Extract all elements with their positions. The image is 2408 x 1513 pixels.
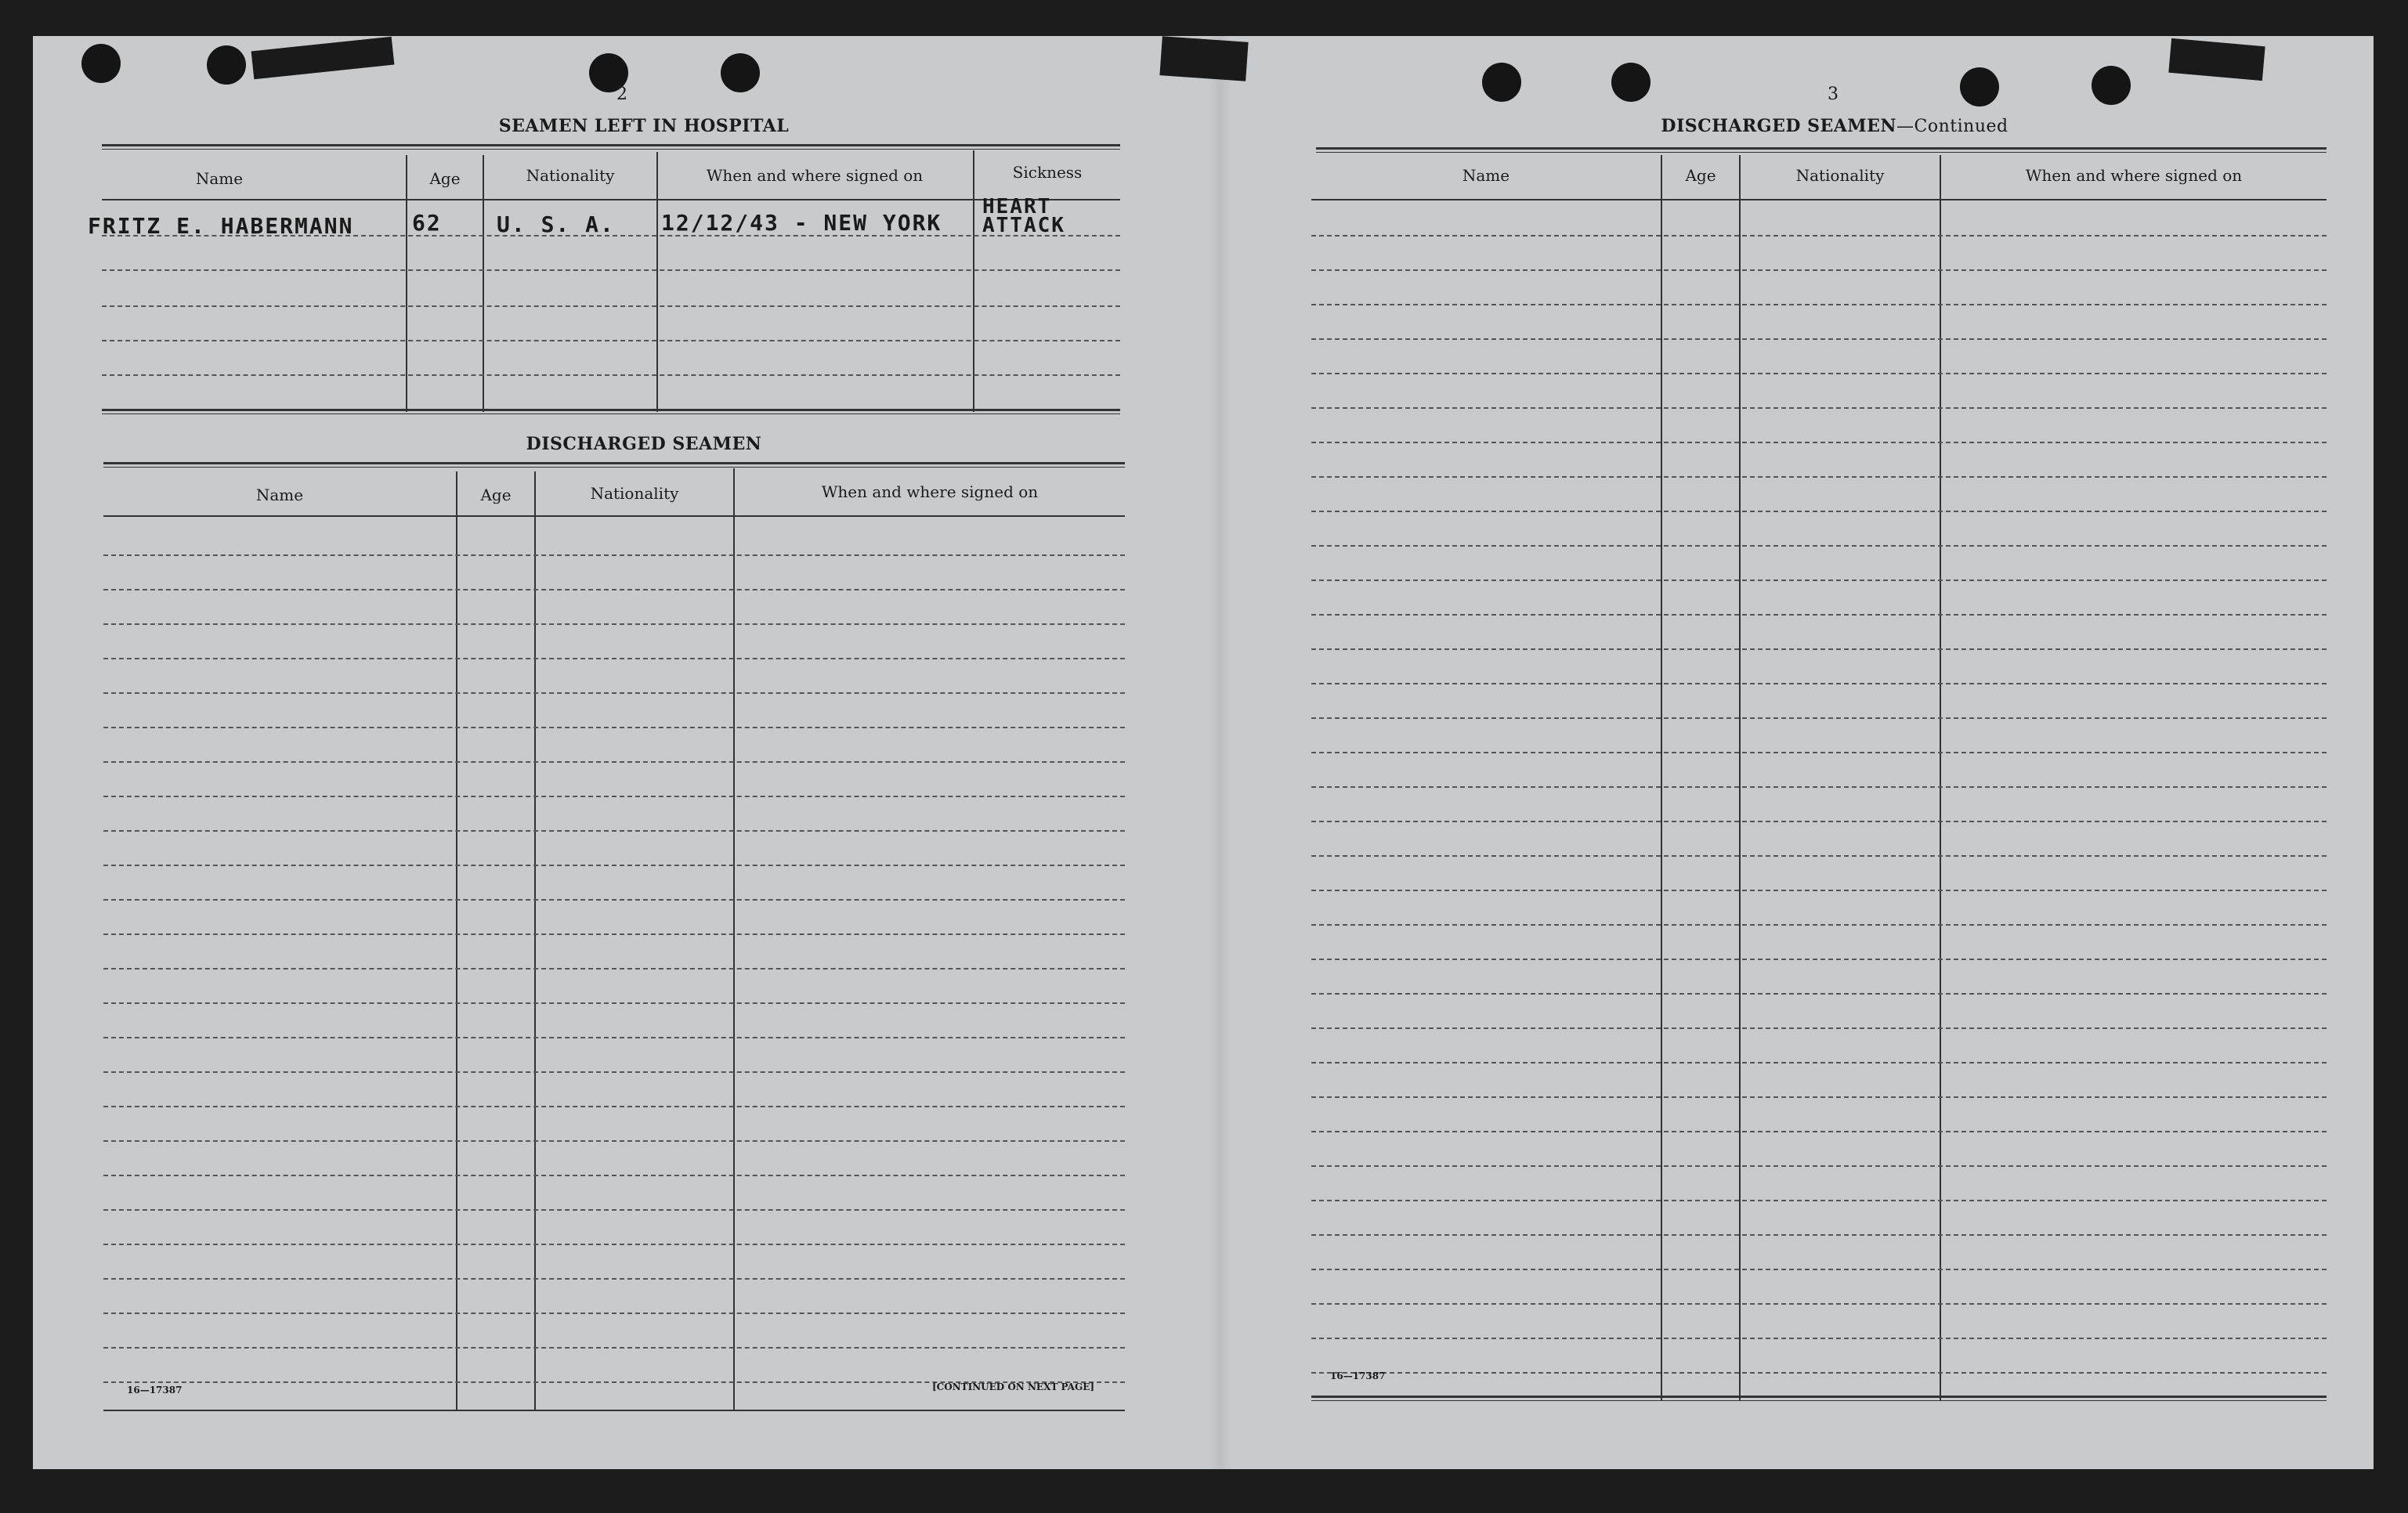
col-signed-on: When and where signed on [821, 482, 1039, 501]
ruled-line [103, 554, 1125, 556]
page-fold [1208, 36, 1231, 1469]
ruled-line [103, 1278, 1125, 1280]
col-sickness: Sickness [1012, 163, 1083, 182]
tape-mark [2168, 38, 2265, 81]
seaman-nationality: U. S. A. [497, 211, 615, 237]
ruled-line [103, 968, 1125, 970]
ruled-line [1311, 511, 2327, 512]
col-divider [733, 468, 735, 1411]
ruled-line [1311, 1234, 2327, 1236]
ruled-line [103, 933, 1125, 935]
right-page [1255, 36, 2374, 1469]
ruled-line [1311, 1269, 2327, 1270]
ruled-line [1311, 1062, 2327, 1063]
ruled-line [1311, 959, 2327, 960]
table-top-rule [1316, 147, 2327, 153]
ruled-line [103, 623, 1125, 625]
col-age: Age [1685, 166, 1716, 185]
punch-hole [81, 44, 121, 83]
ruled-line [1311, 993, 2327, 995]
tape-mark [1159, 36, 1248, 81]
ruled-line [1311, 442, 2327, 443]
col-name: Name [255, 486, 304, 504]
col-signed-on: When and where signed on [2025, 166, 2243, 185]
discharged-section-title: DISCHARGED SEAMEN [526, 434, 762, 454]
table-top-rule [102, 144, 1120, 150]
ruled-line [103, 865, 1125, 866]
ruled-line [1311, 407, 2327, 409]
form-number: 16—17387 [127, 1385, 183, 1396]
ruled-line [1311, 614, 2327, 616]
col-divider [1940, 155, 1941, 1400]
ruled-line [1311, 1303, 2327, 1305]
ruled-line [103, 727, 1125, 728]
col-divider [456, 471, 457, 1411]
col-nationality: Nationality [1795, 166, 1885, 185]
ruled-line [1311, 855, 2327, 857]
seaman-sickness: HEART ATTACK [982, 195, 1065, 237]
col-divider [534, 471, 536, 1411]
col-divider [1739, 155, 1741, 1400]
ruled-line [1311, 683, 2327, 684]
ruled-line [103, 1244, 1125, 1245]
ruled-line [1311, 580, 2327, 581]
table-bottom-rule [1311, 1396, 2327, 1401]
table-top-rule [103, 462, 1125, 468]
col-age: Age [480, 486, 512, 504]
col-age: Age [429, 169, 461, 188]
header-rule [103, 515, 1125, 517]
ruled-line [102, 374, 1120, 376]
ruled-line [1311, 476, 2327, 478]
ruled-line [1311, 821, 2327, 822]
col-name: Name [1462, 166, 1510, 185]
ruled-line [1311, 924, 2327, 926]
ruled-line [1311, 1165, 2327, 1167]
form-number: 16—17387 [1330, 1370, 1386, 1381]
col-divider [406, 155, 407, 412]
ruled-line [1311, 304, 2327, 305]
title-suffix: —Continued [1896, 117, 2008, 136]
ruled-line [103, 796, 1125, 797]
ruled-line [1311, 890, 2327, 891]
ruled-line [103, 1002, 1125, 1004]
ruled-line [1311, 545, 2327, 547]
tape-mark [251, 37, 395, 80]
punch-hole [2092, 66, 2131, 105]
col-divider [483, 155, 484, 412]
table-bottom-rule [103, 1410, 1125, 1411]
header-rule [102, 199, 1120, 200]
title-main: DISCHARGED SEAMEN [1661, 116, 1897, 136]
punch-hole [1960, 67, 1999, 107]
ruled-line [1311, 1372, 2327, 1374]
seaman-age: 62 [412, 210, 442, 236]
ruled-line [1311, 269, 2327, 271]
punch-hole [1611, 63, 1651, 102]
ruled-line [103, 761, 1125, 763]
col-divider [656, 152, 658, 412]
ruled-line [103, 1313, 1125, 1314]
ruled-line [1311, 373, 2327, 374]
punch-hole [1482, 63, 1521, 102]
continued-note: [CONTINUED ON NEXT PAGE] [932, 1381, 1095, 1392]
document-sheet [33, 36, 2374, 1469]
punch-hole [721, 53, 760, 92]
ruled-line [1311, 235, 2327, 237]
ruled-line [1311, 1131, 2327, 1132]
ruled-line [103, 1106, 1125, 1107]
table-bottom-rule [102, 409, 1120, 414]
ruled-line [103, 899, 1125, 901]
ruled-line [103, 589, 1125, 590]
ruled-line [103, 1175, 1125, 1176]
ruled-line [103, 1209, 1125, 1211]
seaman-signed-on: 12/12/43 - NEW YORK [661, 210, 942, 236]
ruled-line [1311, 717, 2327, 719]
col-divider [1661, 155, 1662, 1400]
page-number: 2 [616, 85, 627, 104]
ruled-line [102, 305, 1120, 307]
hospital-section-title: SEAMEN LEFT IN HOSPITAL [498, 116, 790, 136]
ruled-line [103, 1347, 1125, 1349]
ruled-line [102, 269, 1120, 271]
ruled-line [1311, 648, 2327, 650]
punch-hole [207, 45, 246, 85]
header-rule [1311, 199, 2327, 200]
ruled-line [1311, 1096, 2327, 1098]
ruled-line [1311, 786, 2327, 788]
seaman-name: FRITZ E. HABERMANN [88, 213, 354, 239]
page-number: 3 [1828, 85, 1839, 104]
ruled-line [103, 1037, 1125, 1038]
ruled-line [103, 658, 1125, 659]
ruled-line [1311, 1338, 2327, 1339]
ruled-line [103, 1140, 1125, 1142]
left-page [33, 36, 1192, 1469]
discharged-continued-title [1647, 116, 2023, 136]
ruled-line [103, 830, 1125, 832]
col-nationality: Nationality [590, 484, 679, 503]
ruled-line [103, 1071, 1125, 1073]
ruled-line [103, 692, 1125, 694]
ruled-line [1311, 1027, 2327, 1029]
col-divider [973, 150, 974, 412]
ruled-line [102, 340, 1120, 341]
ruled-line [1311, 1200, 2327, 1201]
ruled-line [1311, 752, 2327, 753]
col-name: Name [195, 169, 244, 188]
col-signed-on: When and where signed on [706, 166, 924, 185]
ruled-line [1311, 338, 2327, 340]
col-nationality: Nationality [526, 166, 615, 185]
